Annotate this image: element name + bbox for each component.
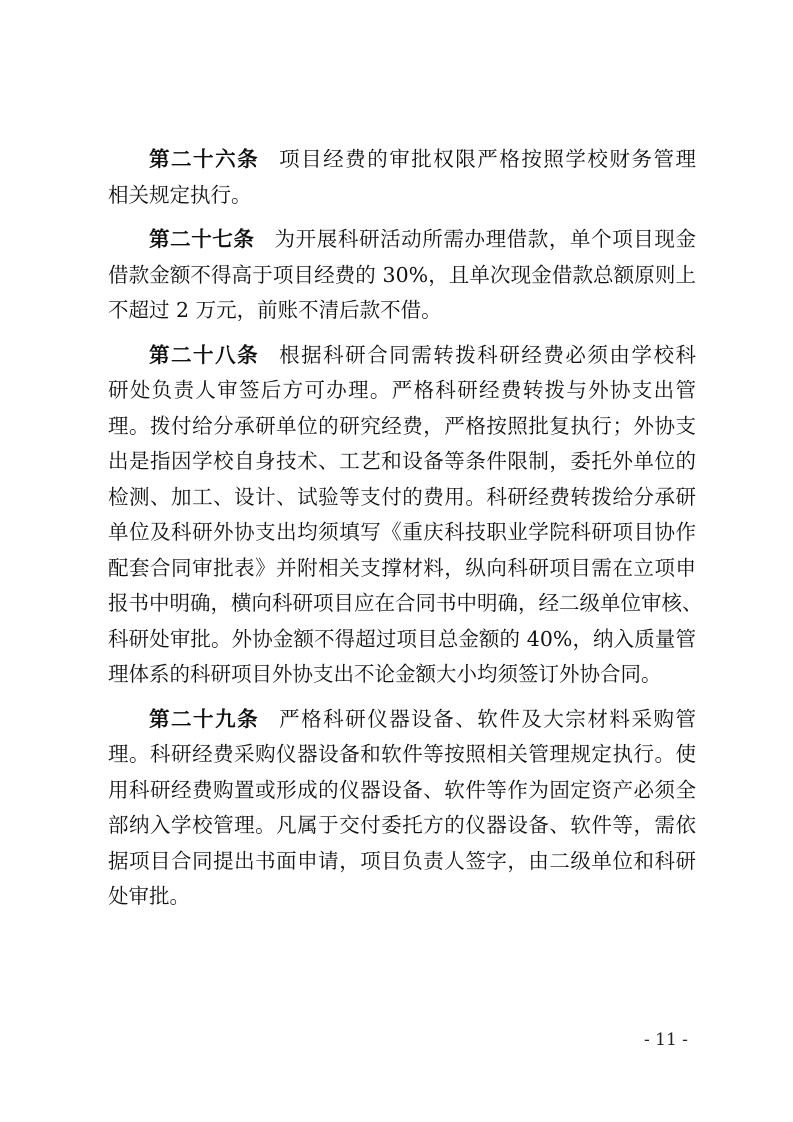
article-text: 根据科研合同需转拨科研经费必须由学校科 [279, 342, 696, 367]
article-first-line [108, 338, 696, 374]
article-line: 用科研经费购置或形成的仪器设备、软件等作为固定资产必须全 [108, 777, 696, 802]
article-line: 配套合同审批表》并附相关支撑材料，纵向科研项目需在立项申 [108, 555, 696, 580]
article-line: 理。科研经费采购仪器设备和软件等按照相关管理规定执行。使 [108, 742, 696, 766]
article-heading: 第二十七条 [149, 227, 255, 251]
article-line: 不超过 2 万元，前账不清后款不借。 [108, 298, 442, 322]
article-heading: 第二十九条 [149, 706, 260, 731]
article-text: 严格科研仪器设备、软件及大宗材料采购管 [279, 706, 696, 731]
article-26 [108, 142, 696, 213]
article-first-line [108, 142, 696, 178]
document-body [108, 142, 703, 924]
article-first-line [108, 702, 696, 738]
article-28 [108, 338, 703, 693]
article-line: 部纳入学校管理。凡属于交付委托方的仪器设备、软件等，需依 [108, 813, 696, 837]
article-heading: 第二十八条 [149, 342, 260, 367]
article-text: 为开展科研活动所需办理借款，单个项目现金 [274, 227, 697, 251]
article-line: 研处负责人审签后方可办理。严格科研经费转拨与外协支出管 [108, 378, 696, 402]
article-line: 借款金额不得高于项目经费的 30%，且单次现金借款总额原则上 [108, 262, 696, 287]
article-line: 理体系的科研项目外协支出不论金额大小均须签订外协合同。 [108, 662, 662, 686]
article-line: 处审批。 [108, 884, 190, 908]
article-text: 项目经费的审批权限严格按照学校财务管理 [279, 147, 696, 171]
page-number: - 11 - [644, 1030, 688, 1050]
article-line: 单位及科研外协支出均须填写《重庆科技职业学院科研项目协作 [108, 520, 696, 544]
article-line: 据项目合同提出书面申请，项目负责人签字，由二级单位和科研 [108, 848, 696, 873]
article-27 [108, 222, 696, 329]
article-first-line [108, 222, 696, 258]
article-line: 报书中明确，横向科研项目应在合同书中明确，经二级单位审核、 [108, 591, 703, 615]
article-line: 出是指因学校自身技术、工艺和设备等条件限制，委托外单位的 [108, 449, 696, 473]
article-line: 理。拨付给分承研单位的研究经费，严格按照批复执行；外协支 [108, 413, 696, 438]
article-heading: 第二十六条 [149, 147, 260, 171]
article-line: 相关规定执行。 [108, 182, 252, 207]
article-line: 科研处审批。外协金额不得超过项目总金额的 40%，纳入质量管 [108, 626, 696, 651]
article-line: 检测、加工、设计、试验等支付的费用。科研经费转拨给分承研 [108, 484, 696, 509]
article-29 [108, 702, 696, 915]
